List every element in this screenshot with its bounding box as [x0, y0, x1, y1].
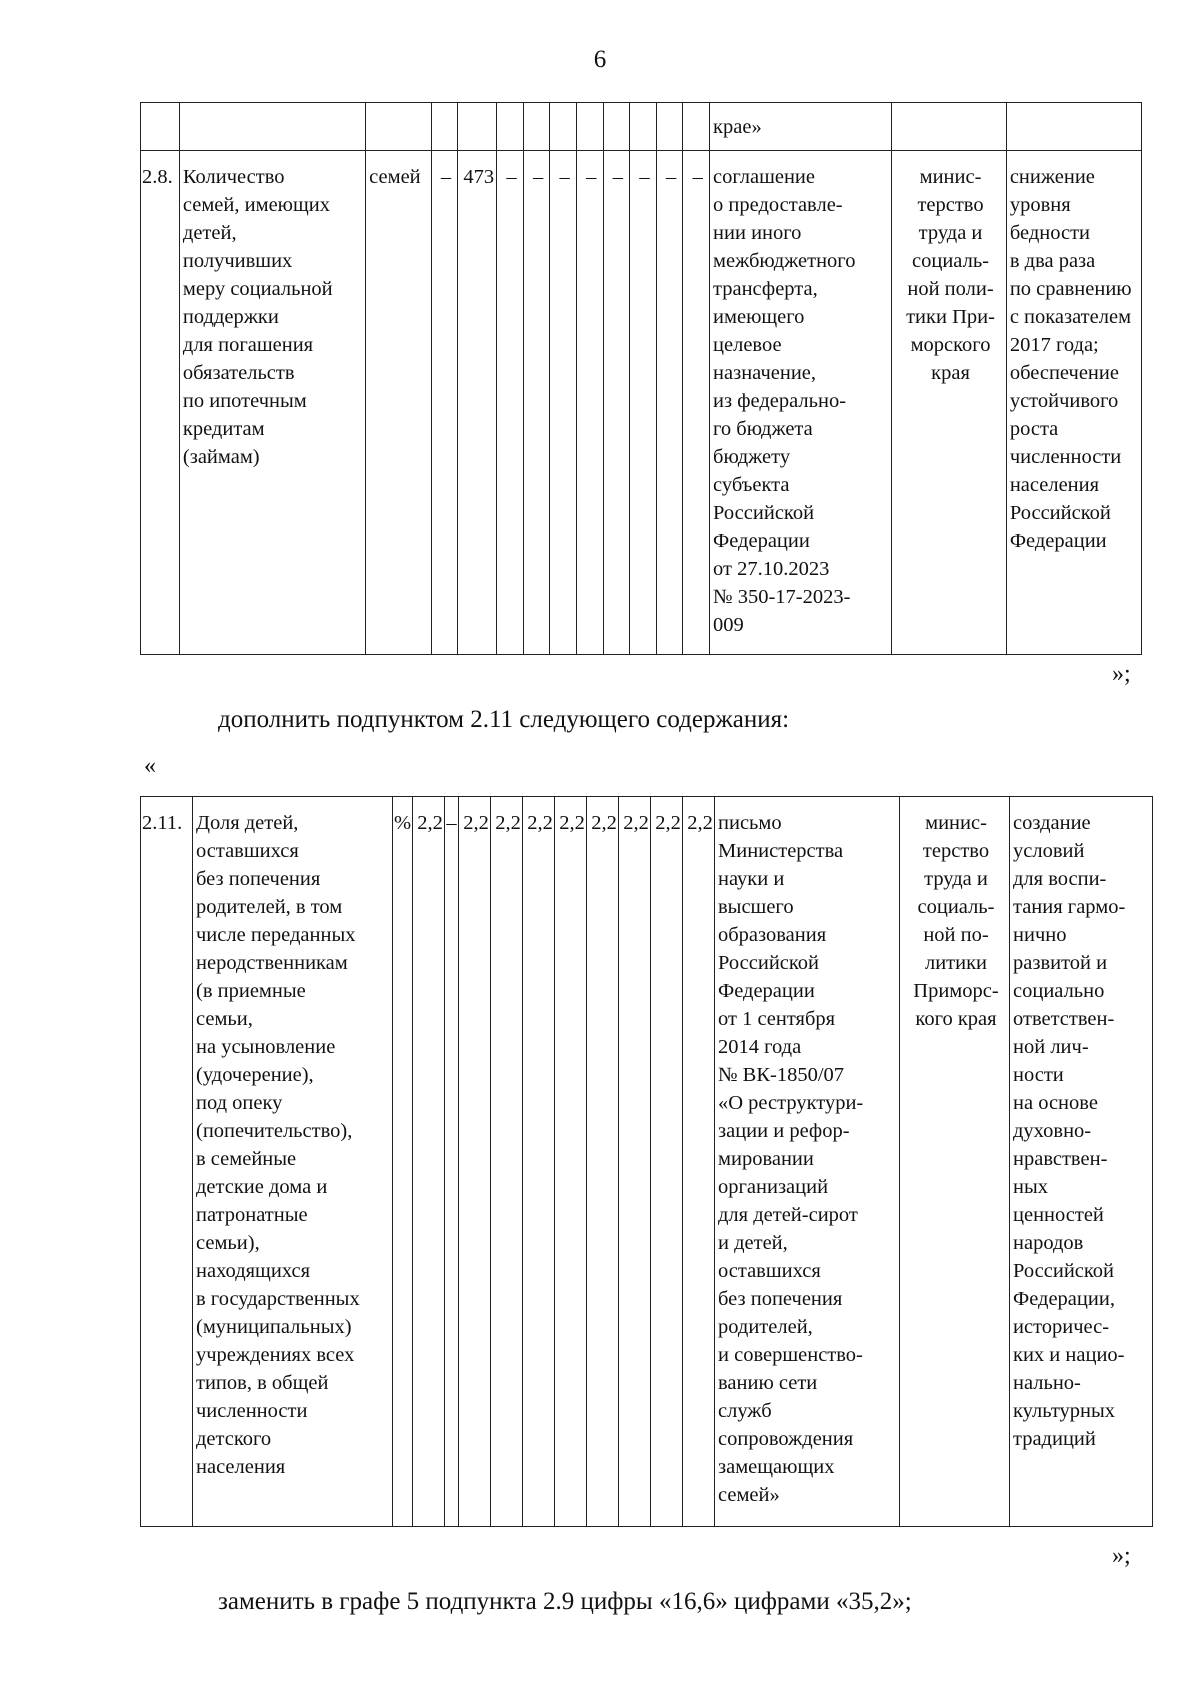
close-quote: »;	[1112, 661, 1131, 687]
table-1-header-row	[141, 103, 1142, 151]
cell	[458, 103, 497, 151]
cell-goal: снижение уровня бедности в два раза по сравнению с показателем 2017 года; обеспечение устойчивого роста численности населения Российской Федерации	[1006, 151, 1141, 655]
paragraph-replace-2-9: заменить в графе 5 подпункта 2.9 цифры «16,6» цифрами «35,2»;	[218, 1588, 912, 1615]
cell-value: –	[497, 151, 524, 655]
page-number: 6	[593, 46, 607, 73]
cell-value: –	[445, 797, 459, 1527]
cell	[892, 103, 1007, 151]
cell-value: –	[656, 151, 683, 655]
cell-value: –	[550, 151, 577, 655]
table-2	[140, 796, 1153, 1527]
cell-value: –	[576, 151, 603, 655]
cell	[497, 103, 524, 151]
open-quote: «	[144, 753, 156, 779]
close-quote: »;	[1112, 1543, 1131, 1569]
cell	[366, 103, 432, 151]
cell-id: 2.11.	[141, 797, 193, 1527]
table-1	[140, 102, 1142, 655]
cell-value: 2,2	[555, 797, 587, 1527]
cell-value: 2,2	[523, 797, 555, 1527]
cell-unit: семей	[366, 151, 432, 655]
cell-name: Количество семей, имеющих детей, получивших меру социальной поддержки для погашения обязательств по ипотечным кредитам (займам)	[179, 151, 365, 655]
paragraph-add-2-11: дополнить подпунктом 2.11 следующего содержания:	[218, 706, 790, 733]
cell-value: –	[683, 151, 710, 655]
cell-value: 2,2	[491, 797, 523, 1527]
table-row-2-8	[141, 151, 1142, 655]
cell-value: –	[630, 151, 657, 655]
cell-value: –	[523, 151, 550, 655]
cell-value: 473	[458, 151, 497, 655]
cell	[550, 103, 577, 151]
cell	[179, 103, 365, 151]
cell-name: Доля детей, оставшихся без попечения родителей, в том числе переданных неродственникам (в приемные семьи, на усыновление (удочерение), под опеку (попечительство), в семейные детские дома и патронатные семьи), находящихся в государственных (муниципальных) учреждениях всех типов, в общей численности детского населения	[193, 797, 393, 1527]
cell	[576, 103, 603, 151]
cell	[141, 103, 180, 151]
cell	[603, 103, 630, 151]
cell-goal: создание условий для воспи- тания гармо- нично развитой и социально ответствен- ной лич- ности на основе духовно- нравствен- ных ценностей народов Российской Федерации, историчес- ких и нацио- нально- культурных традиций	[1010, 797, 1153, 1527]
cell	[523, 103, 550, 151]
cell-top-text: крае»	[710, 103, 892, 151]
cell-responsible: минис- терство труда и социаль- ной по- литики Приморс- кого края	[900, 797, 1010, 1527]
cell-value: 2,2	[459, 797, 491, 1527]
cell	[1006, 103, 1141, 151]
cell	[683, 103, 710, 151]
cell-unit: %	[393, 797, 413, 1527]
cell-value: –	[431, 151, 458, 655]
cell-value: 2,2	[683, 797, 715, 1527]
table-row-2-11	[141, 797, 1153, 1527]
cell-value: 2,2	[619, 797, 651, 1527]
cell	[656, 103, 683, 151]
cell	[431, 103, 458, 151]
cell-source: соглашение о предоставле- нии иного межбюджетного трансферта, имеющего целевое назначение, из федерально- го бюджета бюджету субъекта Российской Федерации от 27.10.2023 № 350-17-2023- 009	[710, 151, 892, 655]
cell-source: письмо Министерства науки и высшего образования Российской Федерации от 1 сентября 2014 года № ВК-1850/07 «О реструктури- зации и рефор- мировании организаций для детей-сирот и детей, оставшихся без попечения родителей, и совершенство- ванию сети служб сопровождения замещающих семей»	[715, 797, 900, 1527]
cell-value: 2,2	[587, 797, 619, 1527]
cell-responsible: минис- терство труда и социаль- ной поли- тики При- морского края	[892, 151, 1007, 655]
cell-id: 2.8.	[141, 151, 180, 655]
cell-value: 2,2	[651, 797, 683, 1527]
cell	[630, 103, 657, 151]
cell-value: –	[603, 151, 630, 655]
cell-value: 2,2	[413, 797, 445, 1527]
